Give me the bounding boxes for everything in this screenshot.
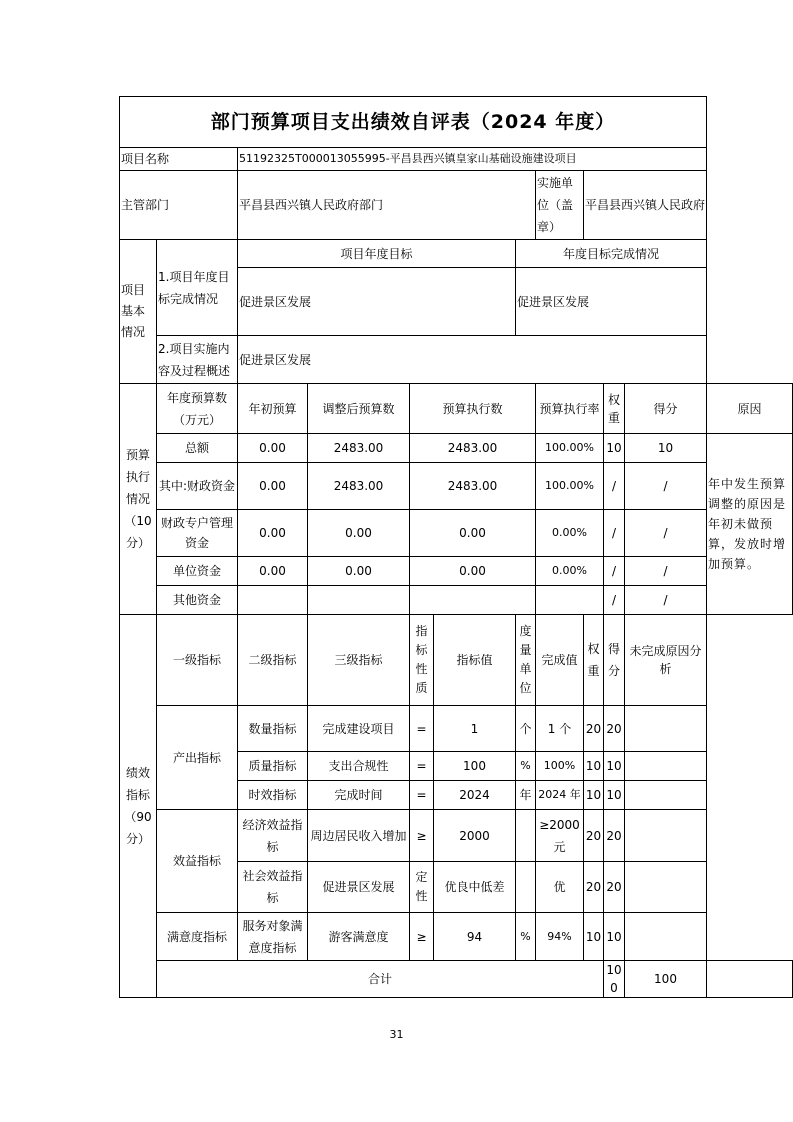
budget-header-executed: 预算执行数: [410, 384, 536, 434]
perf-weight: 10: [584, 781, 604, 810]
perf-score: 10: [604, 752, 625, 781]
budget-row-name: 其中:财政资金: [157, 463, 238, 510]
budget-row-score: /: [625, 586, 707, 615]
performance-label: 绩效指标（90分）: [120, 615, 157, 998]
budget-row-rate: 100.00%: [536, 434, 604, 463]
table-title: 部门预算项目支出绩效自评表（2024 年度）: [120, 97, 707, 148]
perf-l3: 完成时间: [308, 781, 410, 810]
budget-row-name: 财政专户管理资金: [157, 510, 238, 557]
budget-row-adjusted: 0.00: [308, 557, 410, 586]
perf-l2: 经济效益指标: [238, 810, 308, 862]
perf-header-l3: 三级指标: [308, 615, 410, 706]
perf-score: 10: [604, 781, 625, 810]
perf-nature: =: [410, 706, 434, 752]
perf-l3: 游客满意度: [308, 913, 410, 961]
perf-satisfaction-label: 满意度指标: [157, 913, 238, 961]
budget-row-initial: 0.00: [238, 510, 308, 557]
perf-l3: 促进景区发展: [308, 862, 410, 913]
budget-row-adjusted: [308, 586, 410, 615]
self-evaluation-table: [119, 96, 793, 998]
budget-row-score: 10: [625, 434, 707, 463]
budget-row-name: 单位资金: [157, 557, 238, 586]
budget-row-executed: 2483.00: [410, 463, 536, 510]
budget-row-rate: [536, 586, 604, 615]
perf-header-unit: 度量单位: [516, 615, 536, 706]
perf-analysis: [625, 781, 707, 810]
perf-weight: 10: [584, 913, 604, 961]
perf-nature: =: [410, 781, 434, 810]
budget-header-rate: 预算执行率: [536, 384, 604, 434]
perf-l3: 完成建设项目: [308, 706, 410, 752]
budget-row-name: 总额: [157, 434, 238, 463]
impl-unit-label: 实施单位（盖章）: [536, 171, 584, 240]
perf-header-value: 指标值: [434, 615, 516, 706]
perf-value: 2000: [434, 810, 516, 862]
perf-unit: %: [516, 752, 536, 781]
budget-row-weight: /: [604, 557, 625, 586]
perf-value: 94: [434, 913, 516, 961]
budget-row-initial: [238, 586, 308, 615]
perf-done: 1 个: [536, 706, 584, 752]
perf-nature: ≥: [410, 810, 434, 862]
perf-nature: 定性: [410, 862, 434, 913]
impl-unit-value: 平昌县西兴镇人民政府: [584, 171, 707, 240]
budget-header-score: 得分: [625, 384, 707, 434]
basic-target-header: 项目年度目标: [238, 240, 516, 268]
perf-score: 10: [604, 913, 625, 961]
basic-done-header: 年度目标完成情况: [516, 240, 707, 268]
perf-header-done: 完成值: [536, 615, 584, 706]
dept-value: 平昌县西兴镇人民政府部门: [238, 171, 536, 240]
budget-row-rate: 0.00%: [536, 510, 604, 557]
perf-value: 100: [434, 752, 516, 781]
perf-l3: 支出合规性: [308, 752, 410, 781]
budget-reason-text: 年中发生预算调整的原因是年初未做预算，发放时增加预算。: [707, 434, 793, 615]
budget-row-score: /: [625, 463, 707, 510]
budget-header-reason: 原因: [707, 384, 793, 434]
budget-row-adjusted: 2483.00: [308, 434, 410, 463]
budget-header-weight: 权重: [604, 384, 625, 434]
page-number: 31: [389, 1028, 404, 1041]
project-name-value: 51192325T000013055995-平昌县西兴镇皇家山基础设施建设项目: [238, 148, 707, 171]
budget-row-executed: [410, 586, 536, 615]
perf-score: 20: [604, 862, 625, 913]
perf-header-score: 得分: [604, 615, 625, 706]
budget-row-weight: /: [604, 463, 625, 510]
budget-row-score: /: [625, 557, 707, 586]
budget-row-initial: 0.00: [238, 463, 308, 510]
budget-row-name: 其他资金: [157, 586, 238, 615]
budget-header-type: 年度预算数（万元）: [157, 384, 238, 434]
budget-row-rate: 100.00%: [536, 463, 604, 510]
basic-row2-label: 2.项目实施内容及过程概述: [157, 336, 238, 384]
perf-unit: [516, 862, 536, 913]
budget-header-adjusted: 调整后预算数: [308, 384, 410, 434]
perf-benefit-label: 效益指标: [157, 810, 238, 913]
perf-weight: 20: [584, 862, 604, 913]
perf-l2: 时效指标: [238, 781, 308, 810]
perf-unit: %: [516, 913, 536, 961]
total-weight: 100: [604, 961, 625, 998]
budget-row-initial: 0.00: [238, 434, 308, 463]
perf-l3: 周边居民收入增加: [308, 810, 410, 862]
basic-row1-label: 1.项目年度目标完成情况: [157, 240, 238, 336]
basic-row2-value: 促进景区发展: [238, 336, 707, 384]
budget-row-executed: 0.00: [410, 557, 536, 586]
total-label: 合计: [157, 961, 604, 998]
budget-row-initial: 0.00: [238, 557, 308, 586]
perf-done: ≥2000元: [536, 810, 584, 862]
budget-header-initial: 年初预算: [238, 384, 308, 434]
perf-done: 100%: [536, 752, 584, 781]
project-name-label: 项目名称: [120, 148, 238, 171]
basic-info-label: 项目基本情况: [120, 240, 157, 384]
budget-row-score: /: [625, 510, 707, 557]
total-analysis: [707, 961, 793, 998]
perf-header-nature: 指标性质: [410, 615, 434, 706]
budget-row-rate: 0.00%: [536, 557, 604, 586]
basic-row1-target: 促进景区发展: [238, 268, 516, 336]
perf-header-analysis: 未完成原因分析: [625, 615, 707, 706]
basic-row1-done: 促进景区发展: [516, 268, 707, 336]
perf-score: 20: [604, 706, 625, 752]
perf-unit: [516, 810, 536, 862]
budget-row-weight: /: [604, 510, 625, 557]
budget-row-adjusted: 0.00: [308, 510, 410, 557]
budget-row-executed: 0.00: [410, 510, 536, 557]
perf-header-l2: 二级指标: [238, 615, 308, 706]
perf-l2: 数量指标: [238, 706, 308, 752]
perf-header-l1: 一级指标: [157, 615, 238, 706]
perf-l2: 社会效益指标: [238, 862, 308, 913]
perf-score: 20: [604, 810, 625, 862]
perf-value: 1: [434, 706, 516, 752]
perf-output-label: 产出指标: [157, 706, 238, 810]
perf-value: 优良中低差: [434, 862, 516, 913]
perf-done: 94%: [536, 913, 584, 961]
perf-weight: 20: [584, 810, 604, 862]
perf-analysis: [625, 706, 707, 752]
perf-nature: =: [410, 752, 434, 781]
perf-value: 2024: [434, 781, 516, 810]
budget-label: 预算执行情况（10分）: [120, 384, 157, 615]
perf-nature: ≥: [410, 913, 434, 961]
perf-analysis: [625, 810, 707, 862]
perf-l2: 质量指标: [238, 752, 308, 781]
perf-unit: 个: [516, 706, 536, 752]
perf-l2: 服务对象满意度指标: [238, 913, 308, 961]
budget-row-weight: /: [604, 586, 625, 615]
perf-analysis: [625, 862, 707, 913]
perf-weight: 20: [584, 706, 604, 752]
perf-analysis: [625, 913, 707, 961]
total-score: 100: [625, 961, 707, 998]
perf-analysis: [625, 752, 707, 781]
perf-header-weight: 权重: [584, 615, 604, 706]
perf-weight: 10: [584, 752, 604, 781]
dept-label: 主管部门: [120, 171, 238, 240]
perf-done: 优: [536, 862, 584, 913]
budget-row-executed: 2483.00: [410, 434, 536, 463]
perf-done: 2024 年: [536, 781, 584, 810]
perf-unit: 年: [516, 781, 536, 810]
budget-row-adjusted: 2483.00: [308, 463, 410, 510]
budget-row-weight: 10: [604, 434, 625, 463]
